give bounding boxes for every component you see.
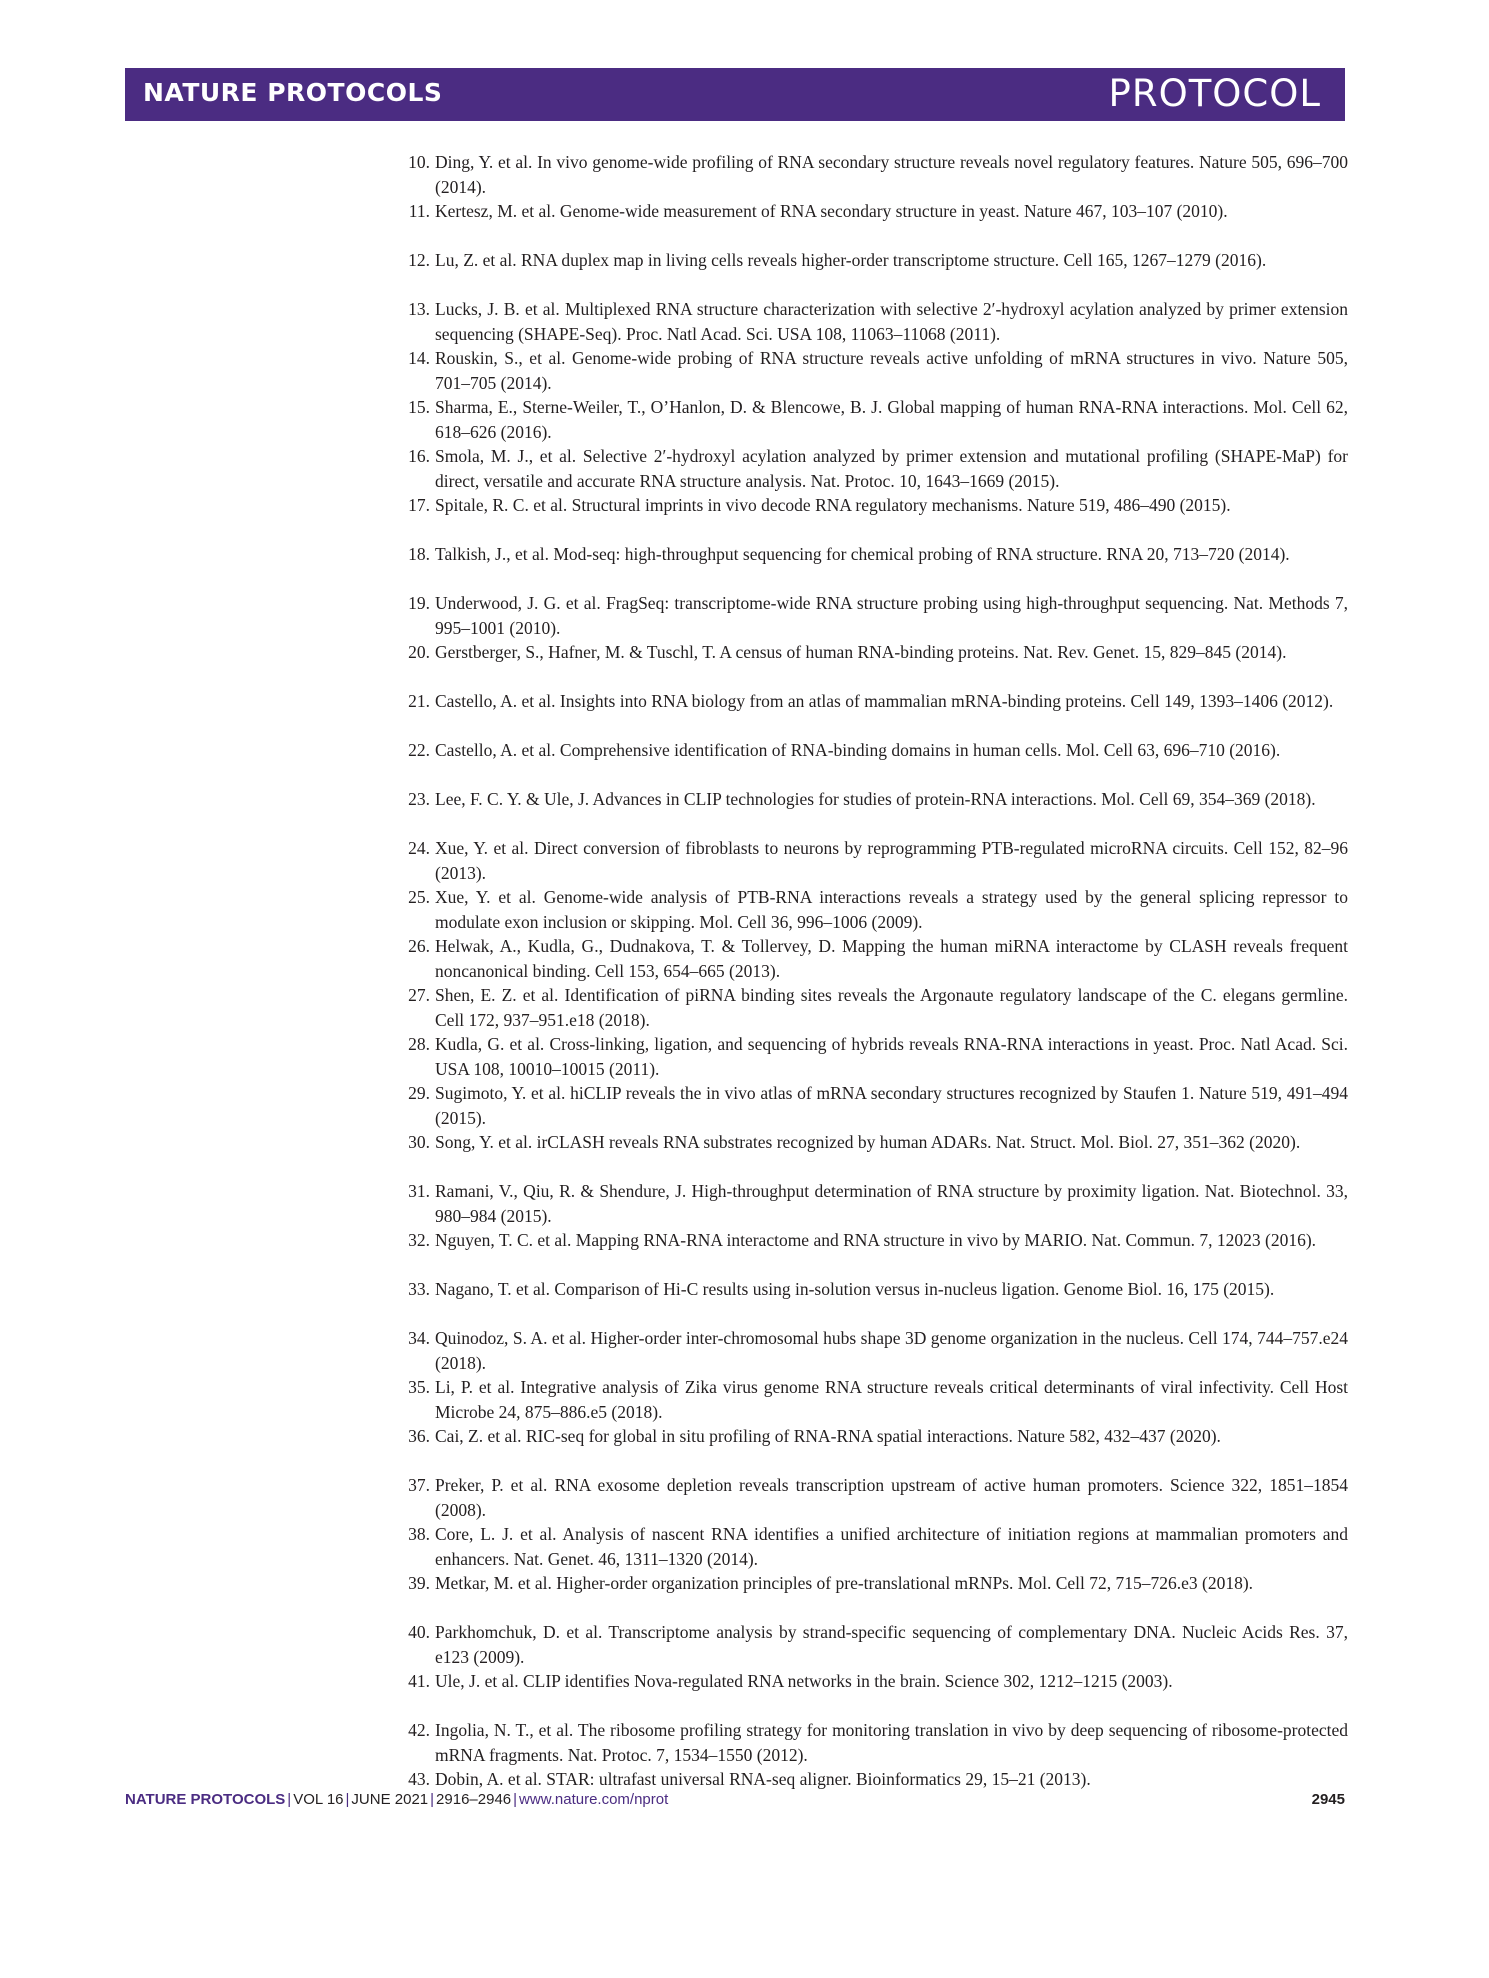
reference-text: Lu, Z. et al. RNA duplex map in living cells reveals higher-order transcriptome structure. Cell 165, 1267–1279 (2016). [435, 250, 1267, 270]
reference-text: Nagano, T. et al. Comparison of Hi-C results using in-solution versus in-nucleus ligation. Genome Biol. 16, 175 (2015). [435, 1279, 1275, 1299]
reference-number: 28. [408, 1034, 430, 1054]
footer-volume: VOL 16 [293, 1791, 344, 1808]
reference-item [390, 1669, 1348, 1718]
reference-number: 25. [408, 887, 430, 907]
reference-text: Smola, M. J., et al. Selective 2′-hydroxyl acylation analyzed by primer extension and mutational profiling (SHAPE-MaP) for direct, versatile and accurate RNA structure analysis. Nat. Protoc. 10, 1643–1669 (2015). [435, 446, 1348, 491]
reference-item [390, 1326, 1348, 1375]
reference-number: 40. [408, 1622, 430, 1642]
reference-text: Nguyen, T. C. et al. Mapping RNA-RNA interactome and RNA structure in vivo by MARIO. Nat. Commun. 7, 12023 (2016). [435, 1230, 1317, 1250]
reference-text: Core, L. J. et al. Analysis of nascent RNA identifies a unified architecture of initiation regions at mammalian promoters and enhancers. Nat. Genet. 46, 1311–1320 (2014). [435, 1524, 1348, 1569]
reference-item [390, 346, 1348, 395]
footer-separator: | [513, 1791, 518, 1808]
reference-item [390, 199, 1348, 248]
reference-text: Song, Y. et al. irCLASH reveals RNA substrates recognized by human ADARs. Nat. Struct. Mol. Biol. 27, 351–362 (2020). [435, 1132, 1301, 1152]
reference-item [390, 1375, 1348, 1424]
reference-number: 19. [408, 593, 430, 613]
reference-text: Ramani, V., Qiu, R. & Shendure, J. High-throughput determination of RNA structure by proximity ligation. Nat. Biotechnol. 33, 980–984 (2015). [435, 1181, 1348, 1226]
reference-item [390, 1571, 1348, 1620]
reference-number: 37. [408, 1475, 430, 1495]
reference-text: Parkhomchuk, D. et al. Transcriptome analysis by strand-specific sequencing of complementary DNA. Nucleic Acids Res. 37, e123 (2009). [435, 1622, 1348, 1667]
reference-text: Kertesz, M. et al. Genome-wide measurement of RNA secondary structure in yeast. Nature 467, 103–107 (2010). [435, 201, 1228, 221]
page-number: 2945 [1311, 1791, 1345, 1808]
reference-number: 41. [408, 1671, 430, 1691]
footer-separator: | [430, 1791, 435, 1808]
footer-date: JUNE 2021 [351, 1791, 429, 1808]
reference-item [390, 1081, 1348, 1130]
footer-pages: 2916–2946 [436, 1791, 512, 1808]
reference-item [390, 444, 1348, 493]
reference-text: Talkish, J., et al. Mod-seq: high-throughput sequencing for chemical probing of RNA structure. RNA 20, 713–720 (2014). [435, 544, 1290, 564]
reference-text: Gerstberger, S., Hafner, M. & Tuschl, T. A census of human RNA-binding proteins. Nat. Rev. Genet. 15, 829–845 (2014). [435, 642, 1287, 662]
reference-item [390, 1032, 1348, 1081]
reference-text: Sharma, E., Sterne-Weiler, T., O’Hanlon, D. & Blencowe, B. J. Global mapping of human RNA-RNA interactions. Mol. Cell 62, 618–626 (2016). [435, 397, 1348, 442]
footer-separator: | [345, 1791, 350, 1808]
footer-url-link[interactable]: www.nature.com/nprot [519, 1791, 669, 1808]
reference-text: Underwood, J. G. et al. FragSeq: transcriptome-wide RNA structure probing using high-throughput sequencing. Nat. Methods 7, 995–1001 (2010). [435, 593, 1348, 638]
reference-item [390, 297, 1348, 346]
reference-text: Ule, J. et al. CLIP identifies Nova-regulated RNA networks in the brain. Science 302, 1212–1215 (2003). [435, 1671, 1173, 1691]
reference-item [390, 738, 1348, 787]
reference-item [390, 1424, 1348, 1473]
reference-item [390, 248, 1348, 297]
reference-number: 39. [408, 1573, 430, 1593]
reference-text: Li, P. et al. Integrative analysis of Zika virus genome RNA structure reveals critical determinants of viral infectivity. Cell Host Microbe 24, 875–886.e5 (2018). [435, 1377, 1348, 1422]
reference-item [390, 934, 1348, 983]
reference-number: 20. [408, 642, 430, 662]
reference-number: 36. [408, 1426, 430, 1446]
reference-number: 13. [408, 299, 430, 319]
reference-item [390, 542, 1348, 591]
footer [125, 1791, 1345, 1808]
reference-item [390, 640, 1348, 689]
reference-item [390, 395, 1348, 444]
reference-text: Castello, A. et al. Insights into RNA biology from an atlas of mammalian mRNA-binding proteins. Cell 149, 1393–1406 (2012). [435, 691, 1334, 711]
footer-separator: | [287, 1791, 292, 1808]
reference-text: Lee, F. C. Y. & Ule, J. Advances in CLIP technologies for studies of protein-RNA interactions. Mol. Cell 69, 354–369 (2018). [435, 789, 1316, 809]
reference-item [390, 1522, 1348, 1571]
reference-text: Preker, P. et al. RNA exosome depletion reveals transcription upstream of active human promoters. Science 322, 1851–1854 (2008). [435, 1475, 1348, 1520]
reference-text: Castello, A. et al. Comprehensive identification of RNA-binding domains in human cells. Mol. Cell 63, 696–710 (2016). [435, 740, 1281, 760]
reference-number: 21. [408, 691, 430, 711]
reference-item [390, 150, 1348, 199]
reference-text: Rouskin, S., et al. Genome-wide probing of RNA structure reveals active unfolding of mRNA structures in vivo. Nature 505, 701–705 (2014). [435, 348, 1348, 393]
reference-number: 18. [408, 544, 430, 564]
reference-text: Metkar, M. et al. Higher-order organization principles of pre-translational mRNPs. Mol. Cell 72, 715–726.e3 (2018). [435, 1573, 1254, 1593]
reference-number: 24. [408, 838, 430, 858]
reference-number: 17. [408, 495, 430, 515]
reference-item [390, 591, 1348, 640]
reference-item [390, 1277, 1348, 1326]
reference-number: 11. [408, 201, 430, 221]
reference-number: 30. [408, 1132, 430, 1152]
reference-number: 29. [408, 1083, 430, 1103]
reference-number: 26. [408, 936, 430, 956]
reference-text: Kudla, G. et al. Cross-linking, ligation, and sequencing of hybrids reveals RNA-RNA interactions in yeast. Proc. Natl Acad. Sci. USA 108, 10010–10015 (2011). [435, 1034, 1348, 1079]
reference-item [390, 787, 1348, 836]
journal-name: NATURE PROTOCOLS [143, 78, 443, 107]
reference-number: 16. [408, 446, 430, 466]
reference-number: 32. [408, 1230, 430, 1250]
reference-item [390, 1130, 1348, 1179]
reference-text: Cai, Z. et al. RIC-seq for global in situ profiling of RNA-RNA spatial interactions. Nature 582, 432–437 (2020). [435, 1426, 1221, 1446]
reference-number: 12. [408, 250, 430, 270]
reference-item [390, 1620, 1348, 1669]
reference-text: Lucks, J. B. et al. Multiplexed RNA structure characterization with selective 2′-hydroxyl acylation analyzed by primer extension sequencing (SHAPE-Seq). Proc. Natl Acad. Sci. USA 108, 11063–11068 (2011). [435, 299, 1348, 344]
reference-item [390, 1473, 1348, 1522]
article-type: PROTOCOL [1108, 72, 1321, 115]
reference-number: 22. [408, 740, 430, 760]
reference-text: Spitale, R. C. et al. Structural imprints in vivo decode RNA regulatory mechanisms. Nature 519, 486–490 (2015). [435, 495, 1231, 515]
reference-number: 33. [408, 1279, 430, 1299]
reference-number: 23. [408, 789, 430, 809]
reference-item [390, 1228, 1348, 1277]
reference-item [390, 983, 1348, 1032]
reference-number: 34. [408, 1328, 430, 1348]
reference-text: Xue, Y. et al. Direct conversion of fibroblasts to neurons by reprogramming PTB-regulated microRNA circuits. Cell 152, 82–96 (2013). [435, 838, 1348, 883]
reference-number: 31. [408, 1181, 430, 1201]
reference-text: Sugimoto, Y. et al. hiCLIP reveals the in vivo atlas of mRNA secondary structures recognized by Staufen 1. Nature 519, 491–494 (2015). [435, 1083, 1348, 1128]
reference-item [390, 1767, 1348, 1792]
reference-text: Shen, E. Z. et al. Identification of piRNA binding sites reveals the Argonaute regulatory landscape of the C. elegans germline. Cell 172, 937–951.e18 (2018). [435, 985, 1348, 1030]
reference-number: 38. [408, 1524, 430, 1544]
reference-number: 35. [408, 1377, 430, 1397]
reference-item [390, 689, 1348, 738]
reference-item [390, 1718, 1348, 1767]
reference-item [390, 493, 1348, 542]
reference-list [390, 150, 1348, 1792]
reference-number: 27. [408, 985, 430, 1005]
reference-item [390, 836, 1348, 885]
reference-text: Quinodoz, S. A. et al. Higher-order inter-chromosomal hubs shape 3D genome organization in the nucleus. Cell 174, 744–757.e24 (2018). [435, 1328, 1348, 1373]
reference-number: 43. [408, 1769, 430, 1789]
reference-text: Xue, Y. et al. Genome-wide analysis of PTB-RNA interactions reveals a strategy used by the general splicing repressor to modulate exon inclusion or skipping. Mol. Cell 36, 996–1006 (2009). [435, 887, 1348, 932]
reference-text: Dobin, A. et al. STAR: ultrafast universal RNA-seq aligner. Bioinformatics 29, 15–21 (2013). [435, 1769, 1091, 1789]
reference-number: 14. [408, 348, 430, 368]
reference-number: 15. [408, 397, 430, 417]
reference-item [390, 885, 1348, 934]
reference-text: Ding, Y. et al. In vivo genome-wide profiling of RNA secondary structure reveals novel regulatory features. Nature 505, 696–700 (2014). [435, 152, 1348, 197]
reference-item [390, 1179, 1348, 1228]
footer-journal: NATURE PROTOCOLS [125, 1791, 286, 1808]
reference-number: 42. [408, 1720, 430, 1740]
reference-text: Ingolia, N. T., et al. The ribosome profiling strategy for monitoring translation in vivo by deep sequencing of ribosome-protected mRNA fragments. Nat. Protoc. 7, 1534–1550 (2012). [435, 1720, 1348, 1765]
reference-text: Helwak, A., Kudla, G., Dudnakova, T. & Tollervey, D. Mapping the human miRNA interactome by CLASH reveals frequent noncanonical binding. Cell 153, 654–665 (2013). [435, 936, 1348, 981]
reference-number: 10. [408, 152, 430, 172]
